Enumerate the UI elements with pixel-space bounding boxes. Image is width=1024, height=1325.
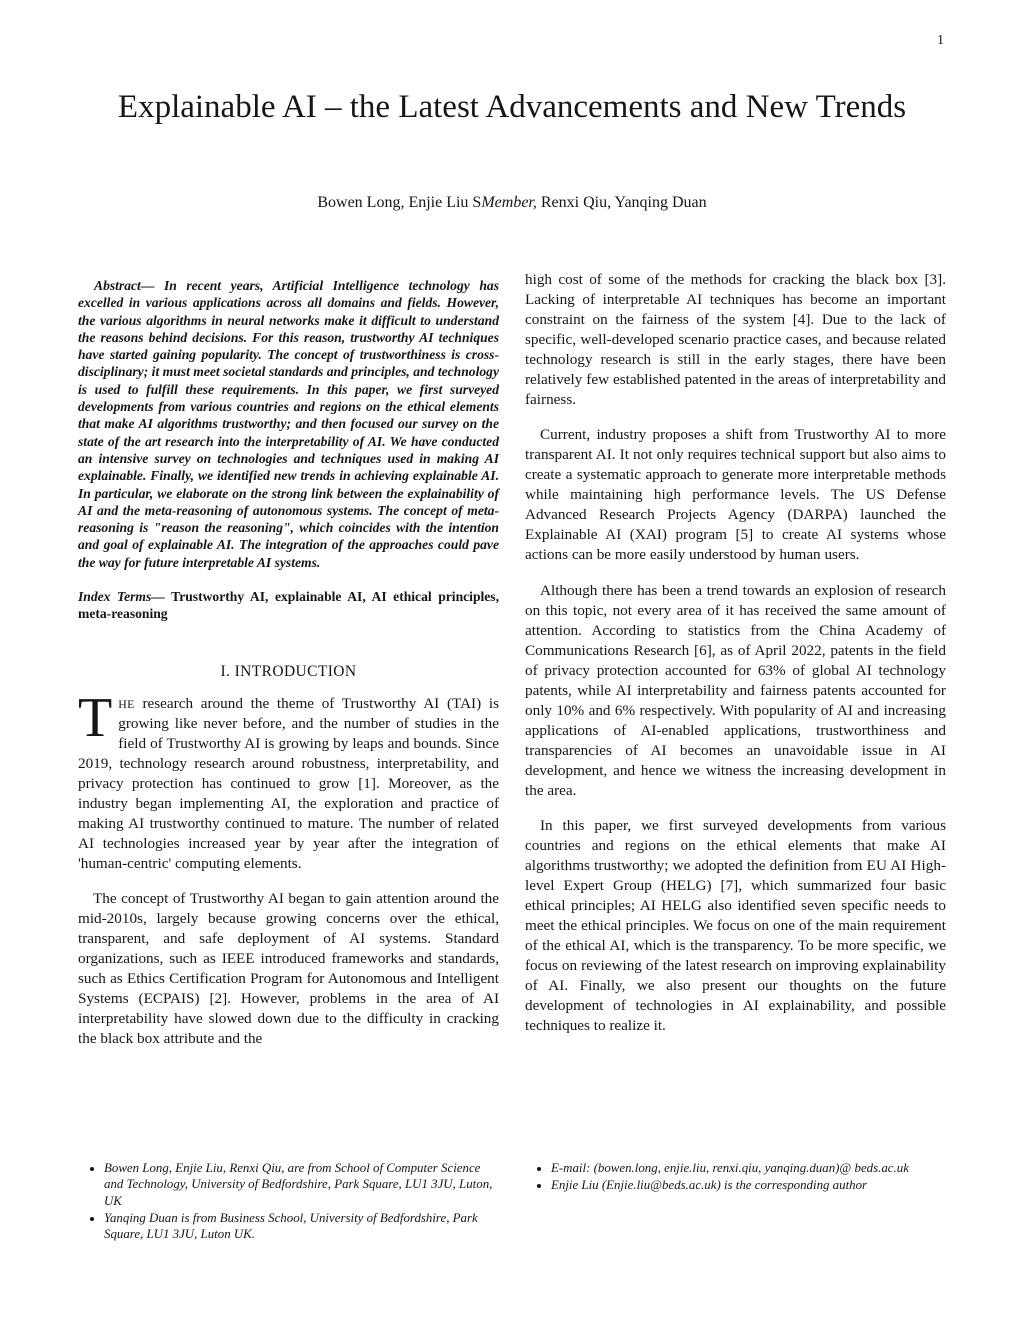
index-terms-paragraph [78, 588, 499, 623]
abstract-paragraph [78, 277, 499, 571]
paper-title: Explainable AI – the Latest Advancements and New Trends [117, 89, 907, 125]
intro-paragraph-6: In this paper, we first surveyed developments from various countries and regions on the ethical elements that make AI algorithms trustworthy; we adopted the definition from EU AI High-level Expert Group (HELG) [7], which summarized four basic ethical principles; AI HELG also identified seven specific needs to meet the ethical principles. We focus on one of the main requirement of the ethical AI, which is the transparency. To be more specific, we focus on reviewing of the latest research on improving explainability of AI. Finally, we also present our thoughts on the future development of technologies in AI explainability, and possible techniques to realize it. [525, 816, 946, 1034]
footnote-list-right [525, 1160, 946, 1194]
footnotes-left-column [78, 1160, 499, 1243]
index-terms-label: Index Terms— [78, 589, 165, 605]
authors-prefix: Bowen Long, Enjie Liu S [317, 194, 482, 211]
two-column-body [78, 255, 947, 1064]
footnote-area [78, 1160, 947, 1243]
intro-paragraph-4: Current, industry proposes a shift from Trustworthy AI to more transparent AI. It not only requires technical support but also aims to create a systematic approach to generate more interpretable methods while maintaining high performance levels. The US Defense Advanced Research Projects Agency (DARPA) launched the Explainable AI (XAI) program [5] to create AI systems whose actions can be more easily understood by human users. [525, 426, 946, 564]
footnote-list-left [78, 1160, 499, 1242]
section-heading-introduction: I. INTRODUCTION [220, 662, 357, 680]
authors-member-italic: Member, [481, 194, 537, 211]
footnote-item: • Yanqing Duan is from Business School, University of Bedfordshire, Park Square, LU1 3JU, Luton UK. [104, 1210, 499, 1243]
dropcap-letter: T [78, 686, 113, 749]
intro-paragraph-3: high cost of some of the methods for cracking the black box [3]. Lacking of interpretable AI techniques has become an important constraint on the fairness of the system [4]. Due to the lack of specific, well-developed scenario practice cases, and because related technology research is still in the early stages, there have been relatively few established patented in the areas of interpretability and fairness. [525, 271, 946, 409]
authors-suffix: Renxi Qiu, Yanqing Duan [536, 194, 707, 211]
author-line [0, 194, 1024, 212]
footnote-item: • E-mail: (bowen.long, enjie.liu, renxi.qiu, yanqing.duan)@ beds.ac.uk [551, 1160, 946, 1176]
footnotes-right-column [525, 1160, 946, 1243]
intro-paragraph-5: Although there has been a trend towards an explosion of research on this topic, not every area of it has received the same amount of attention. According to statistics from the China Academy of Communications Research [6], as of April 2022, patents in the field of privacy protection accounted for 63% of global AI technology patents, while AI interpretability and fairness patents accounted for only 10% and 6% respectively. With popularity of AI and increasing applications of AI-enabled applications, trustworthiness and transparencies of AI becomes an unavoidable issue in AI development, and hence we witness the increasing development in the area. [525, 581, 946, 799]
left-column [78, 255, 499, 1064]
dropcap-smallcaps: HE [118, 696, 135, 711]
intro-paragraph-1-text: research around the theme of Trustworthy AI (TAI) is growing like never before, and the number of studies in the field of Trustworthy AI is growing by leaps and bounds. Since 2019, technology research around robustness, interpretability, and privacy protection has continued to grow [1]. Moreover, as the industry began implementing AI, the exploration and practice of making AI trustworthy continued to mature. The number of related AI technologies increased year by year after the integration of 'human-centric' computing elements. [78, 694, 499, 872]
page-number: 1 [937, 33, 944, 48]
index-terms-text: Trustworthy AI, explainable AI, AI ethical principles, meta-reasoning [78, 589, 499, 622]
right-column [525, 255, 946, 1064]
abstract-text: In recent years, Artificial Intelligence technology has excelled in various applications across all domains and fields. However, the various algorithms in neural networks make it difficult to understand the reasons behind decisions. For this reason, trustworthy AI techniques have started gaining popularity. The concept of trustworthiness is cross-disciplinary; it must meet societal standards and principles, and technology is used to fulfill these requirements. In this paper, we first surveyed developments from various countries and regions on the ethical elements that make AI algorithms trustworthy; and then focused our survey on the state of the art research into the interpretability of AI. We have conducted an intensive survey on technologies and techniques used in making AI explainable. Finally, we identified new trends in achieving explainable AI. In particular, we elaborate on the strong link between the explainability of AI and the meta-reasoning of autonomous systems. The concept of meta-reasoning is "reason the reasoning", which coincides with the intention and goal of explainable AI. The integration of the approaches could pave the way for future interpretable AI systems. [78, 278, 499, 570]
intro-paragraph-2: The concept of Trustworthy AI began to gain attention around the mid-2010s, largely because growing concerns over the ethical, transparent, and safe deployment of AI systems. Standard organizations, such as IEEE introduced frameworks and standards, such as Ethics Certification Program for Autonomous and Intelligent Systems (ECPAIS) [2]. However, problems in the area of AI interpretability have slowed down due to the difficulty in cracking the black box attribute and the [78, 889, 499, 1047]
footnote-item: • Bowen Long, Enjie Liu, Renxi Qiu, are from School of Computer Science and Technology, University of Bedfordshire, Park Square, LU1 3JU, Luton, UK [104, 1160, 499, 1209]
footnote-item: • Enjie Liu (Enjie.liu@beds.ac.uk) is the corresponding author [551, 1177, 946, 1193]
abstract-label: Abstract— [94, 278, 155, 293]
intro-paragraph-1 [78, 686, 499, 874]
